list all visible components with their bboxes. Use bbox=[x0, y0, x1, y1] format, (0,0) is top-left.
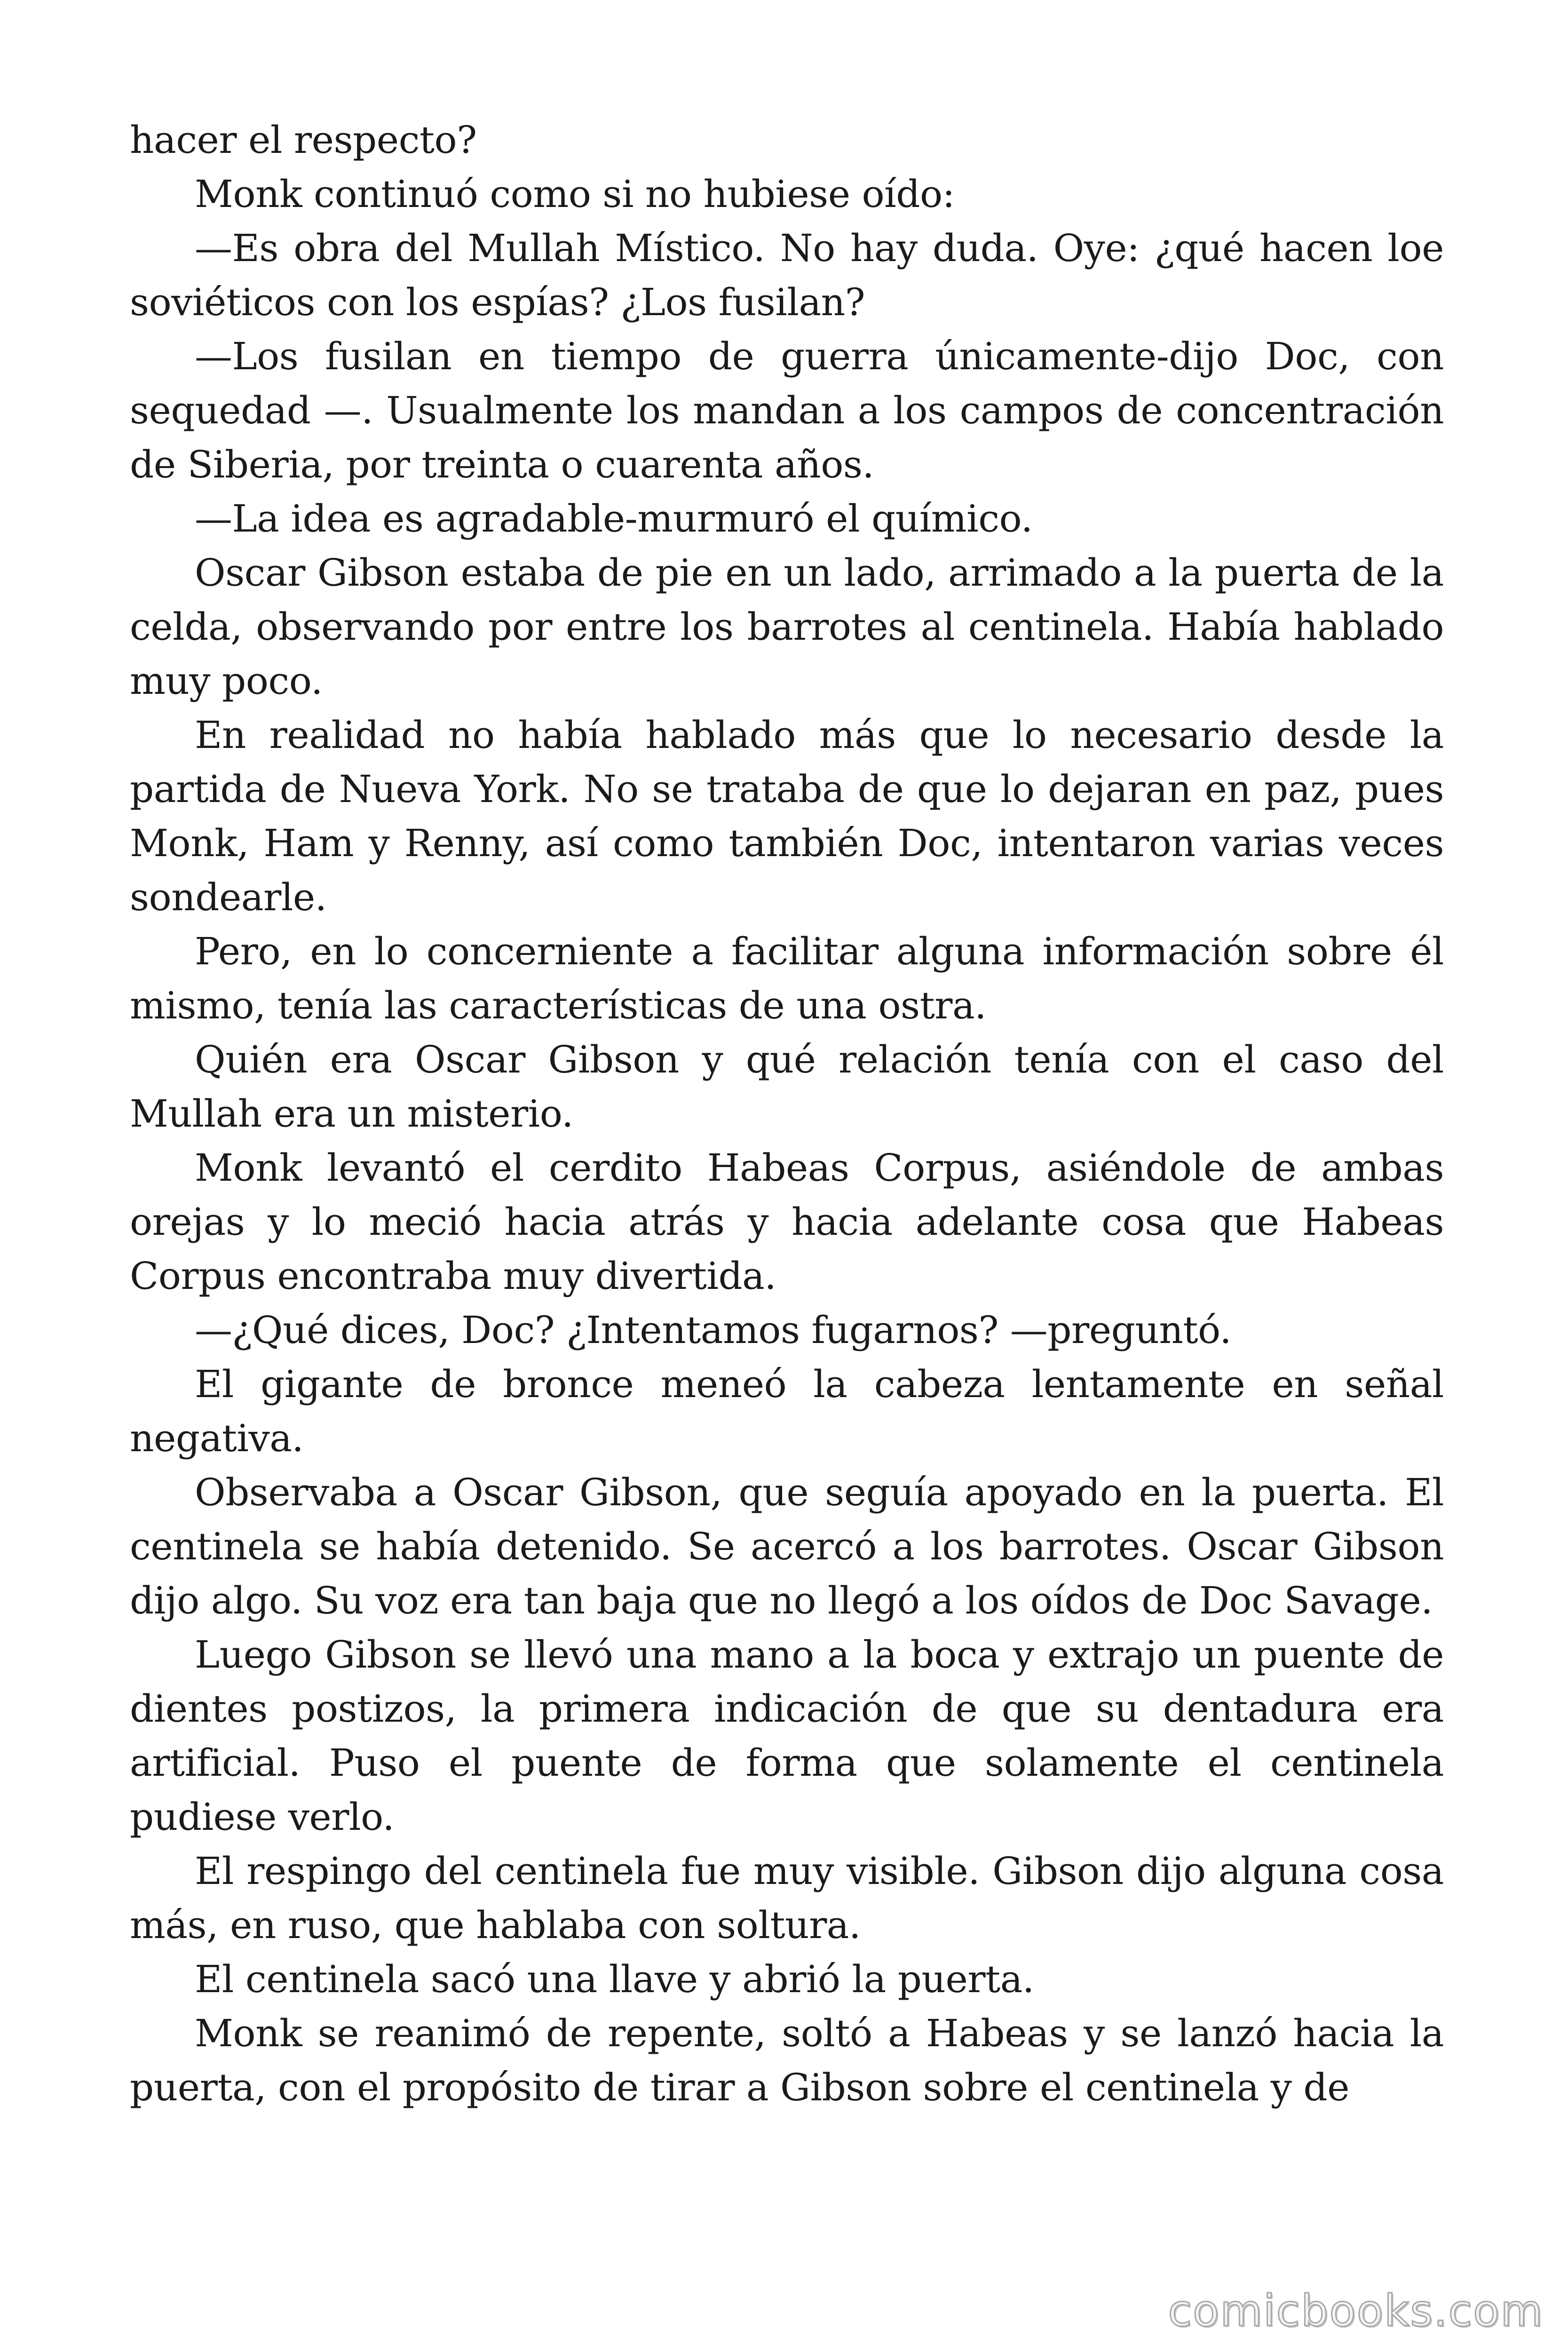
paragraph-9: Quién era Oscar Gibson y qué relación tenía con el caso del Mullah era un misterio. bbox=[130, 1038, 1444, 1136]
paragraph-3: —Es obra del Mullah Místico. No hay duda. Oye: ¿qué hacen loe soviéticos con los espías? ¿Los fusilan? bbox=[130, 226, 1444, 324]
paragraph-14: Luego Gibson se llevó una mano a la boca y extrajo un puente de dientes postizos, la primera indicación de que su dentadura era artificial. Puso el puente de forma que solamente el centinela pudiese verlo. bbox=[130, 1633, 1444, 1839]
watermark: comicbooks.com bbox=[1168, 2286, 1544, 2336]
paragraph-5: —La idea es agradable-murmuró el químico. bbox=[195, 497, 1033, 540]
paragraph-10: Monk levantó el cerdito Habeas Corpus, asiéndole de ambas orejas y lo meció hacia atrás y hacia adelante cosa que Habeas Corpus encontraba muy divertida. bbox=[130, 1146, 1444, 1298]
paragraph-12: El gigante de bronce meneó la cabeza lentamente en señal negativa. bbox=[130, 1362, 1444, 1460]
paragraph-1: hacer el respecto? bbox=[130, 118, 477, 162]
paragraph-4: —Los fusilan en tiempo de guerra únicamente-dijo Doc, con sequedad —. Usualmente los mandan a los campos de concentración de Siberia, por treinta o cuarenta años. bbox=[130, 334, 1444, 486]
paragraph-11: —¿Qué dices, Doc? ¿Intentamos fugarnos? —preguntó. bbox=[195, 1308, 1232, 1352]
paragraph-6: Oscar Gibson estaba de pie en un lado, arrimado a la puerta de la celda, observando por entre los barrotes al centinela. Había hablado muy poco. bbox=[130, 551, 1444, 703]
paragraph-2: Monk continuó como si no hubiese oído: bbox=[195, 172, 955, 216]
paragraph-16: El centinela sacó una llave y abrió la puerta. bbox=[195, 1957, 1034, 2001]
paragraph-15: El respingo del centinela fue muy visible. Gibson dijo alguna cosa más, en ruso, que hablaba con soltura. bbox=[130, 1849, 1444, 1947]
paragraph-13: Observaba a Oscar Gibson, que seguía apoyado en la puerta. El centinela se había detenido. Se acercó a los barrotes. Oscar Gibson dijo algo. Su voz era tan baja que no llegó a los oídos de Doc Savage. bbox=[130, 1470, 1444, 1622]
book-page-text bbox=[130, 113, 1444, 2114]
paragraph-17: Monk se reanimó de repente, soltó a Habeas y se lanzó hacia la puerta, con el propósito de tirar a Gibson sobre el centinela y de bbox=[130, 2011, 1444, 2109]
paragraph-8: Pero, en lo concerniente a facilitar alguna información sobre él mismo, tenía las características de una ostra. bbox=[130, 930, 1444, 1027]
paragraph-7: En realidad no había hablado más que lo necesario desde la partida de Nueva York. No se trataba de que lo dejaran en paz, pues Monk, Ham y Renny, así como también Doc, intentaron varias veces sondearle. bbox=[130, 713, 1444, 919]
